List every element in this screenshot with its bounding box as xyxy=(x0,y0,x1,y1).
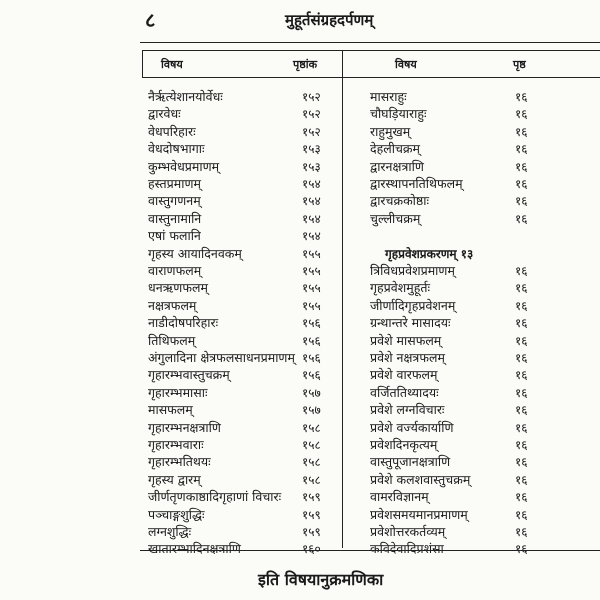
index-entry-page: १६ xyxy=(515,490,528,505)
index-entry-page: १५९ xyxy=(302,490,321,505)
index-entry-title: वेधदोषभागाः xyxy=(148,141,205,157)
index-entry-title: नक्षत्रफलम् xyxy=(148,297,197,313)
index-entry-title: प्रवेशे वारफलम् xyxy=(370,367,438,383)
index-entry-page: १५५ xyxy=(302,281,321,296)
index-entry-title: ग्रन्थान्तरे मासादयः xyxy=(370,315,451,331)
index-entry-title: वास्तुगणनम् xyxy=(148,193,201,209)
index-entry-page: १५३ xyxy=(302,159,321,174)
index-entry-page: १५७ xyxy=(302,385,321,400)
index-entry-page: १५९ xyxy=(302,507,321,522)
index-entry-title: वामरविज्ञानम् xyxy=(370,489,429,505)
bottom-rule xyxy=(140,550,600,551)
index-entry-page: १६ xyxy=(515,385,528,400)
index-entry-title: चुल्लीचक्रम् xyxy=(370,210,421,226)
index-entry-page: १५५ xyxy=(302,264,321,278)
index-entry-title: मासफलम् xyxy=(148,402,193,418)
column-page-label-right: पृष्ठ xyxy=(513,58,526,71)
index-entry-title: गृहारम्भतिथयः xyxy=(148,454,211,470)
column-divider xyxy=(342,76,343,548)
index-entry-title: वास्तुनामानि xyxy=(148,210,202,226)
section-heading: गृहप्रवेशप्रकरणम् १३ xyxy=(385,246,474,261)
index-entry-title: गृहारम्भनक्षत्राणि xyxy=(148,419,221,435)
index-entry-page: १५८ xyxy=(302,438,321,452)
index-entry-title: एषां फलानि xyxy=(148,228,201,244)
column-header-left xyxy=(142,50,343,78)
column-page-label: पृष्ठांक xyxy=(293,58,318,71)
index-entry-page: १५६ xyxy=(302,316,321,331)
index-entry-title: प्रवेशसमयमानप्रमाणम् xyxy=(370,506,468,522)
column-subject-label: विषय xyxy=(161,58,183,71)
index-entry-title: गृहस्य द्वारम् xyxy=(148,471,201,487)
index-entry-page: १६ xyxy=(515,90,528,104)
index-entry-title: चौघड़ियाराहुः xyxy=(370,106,427,122)
index-entry-page: १५६ xyxy=(302,368,321,383)
index-entry-title: मासराहुः xyxy=(370,89,407,104)
index-entry-page: १६ xyxy=(515,507,528,522)
index-entry-page: १६ xyxy=(515,542,528,557)
index-entry-page: १६ xyxy=(515,159,528,174)
index-entry-page: १६ xyxy=(515,316,528,331)
index-entry-title: कुम्भवेधप्रमाणम् xyxy=(148,158,220,174)
index-entry-title: नैर्ऋत्येशानयोर्वेधः xyxy=(148,89,223,104)
index-entry-page: १६० xyxy=(302,542,321,557)
index-entry-title: तिथिफलम् xyxy=(148,332,196,348)
index-entry-title: वास्तुपूजानक्षत्राणि xyxy=(370,454,451,470)
index-entry-title: जीर्णादिगृहप्रवेशनम् xyxy=(370,297,456,313)
running-head: मुहूर्तसंग्रहदर्पणम् xyxy=(285,11,374,29)
index-entry-page: १५४ xyxy=(302,211,321,226)
index-entry-page: १६ xyxy=(515,455,528,470)
index-entry-page: १६ xyxy=(515,211,528,226)
index-entry-page: १५४ xyxy=(302,194,321,209)
index-entry-title: कविदेवादिप्रशंसा xyxy=(370,541,444,557)
index-entry-title: द्वारस्थापनतिथिफलम् xyxy=(370,176,463,191)
index-entry-page: १५३ xyxy=(302,142,321,157)
index-entry-title: खातारम्भादिनक्षत्राणि xyxy=(148,541,241,557)
index-entry-page: १५६ xyxy=(302,333,321,348)
column-header-right xyxy=(342,50,600,78)
column-subject-label-right: विषय xyxy=(395,58,417,71)
index-entry-page: १६ xyxy=(515,438,528,452)
index-entry-page: १६ xyxy=(515,525,528,539)
index-entry-page: १६ xyxy=(515,333,528,348)
index-entry-title: राहुमुखम् xyxy=(370,123,411,139)
index-entry-page: १५४ xyxy=(302,177,321,191)
index-entry-title: प्रवेशदिनकृत्यम् xyxy=(370,437,438,452)
index-entry-title: प्रवेशे कलशवास्तुचक्रम् xyxy=(370,471,471,487)
index-entry-title: गृहारम्भवास्तुचक्रम् xyxy=(148,367,230,383)
index-entry-title: लग्नशुद्धिः xyxy=(148,524,192,539)
index-entry-title: त्रिविधप्रवेशप्रमाणम् xyxy=(370,263,455,278)
index-entry-title: प्रवेशोत्तरकर्तव्यम् xyxy=(370,524,446,539)
index-entry-page: १६ xyxy=(515,107,528,122)
index-entry-page: १६ xyxy=(515,194,528,209)
index-entry-page: १५२ xyxy=(302,124,321,139)
index-entry-title: वर्जिततिथ्यादयः xyxy=(370,384,439,400)
index-entry-page: १६ xyxy=(515,281,528,296)
index-entry-title: वाराणफलम् xyxy=(148,263,202,278)
index-entry-page: १६ xyxy=(515,351,528,365)
index-entry-page: १६ xyxy=(515,264,528,278)
index-entry-page: १५७ xyxy=(302,403,321,418)
index-entry-title: गृहारम्भवाराः xyxy=(148,437,204,452)
index-entry-title: प्रवेशे नक्षत्रफलम् xyxy=(370,350,445,365)
index-entry-title: अंगुलादिना क्षेत्रफलसाधनप्रमाणम् xyxy=(148,350,295,365)
index-entry-page: १५८ xyxy=(302,420,321,435)
index-entry-title: पञ्चाङ्गशुद्धिः xyxy=(148,506,205,522)
index-entry-title: प्रवेशे लग्नविचारः xyxy=(370,402,445,418)
index-entry-page: १५९ xyxy=(302,525,321,539)
index-entry-page: १५५ xyxy=(302,298,321,313)
index-entry-page: १६ xyxy=(515,142,528,157)
index-entry-title: प्रवेशे मासफलम् xyxy=(370,332,442,348)
index-entry-title: गृहारम्भमासाः xyxy=(148,384,208,400)
index-entry-title: गृहप्रवेशमुहूर्तः xyxy=(370,280,431,296)
index-entry-page: १६ xyxy=(515,298,528,313)
index-entry-title: वेधपरिहारः xyxy=(148,123,196,139)
index-entry-title: द्वारचक्रकोष्ठाः xyxy=(370,193,430,209)
index-entry-title: गृहस्य आयादिनवकम् xyxy=(148,245,242,261)
index-entry-page: १६ xyxy=(515,420,528,435)
index-entry-title: जीर्णतृणकाष्ठादिगृहाणां विचारः xyxy=(148,489,282,505)
index-entry-page: १५८ xyxy=(302,472,321,487)
header-rule xyxy=(140,42,600,43)
index-entry-page: १६ xyxy=(515,403,528,418)
index-entry-page: १६ xyxy=(515,124,528,139)
index-entry-page: १६ xyxy=(515,472,528,487)
index-entry-title: द्वारवेधः xyxy=(148,106,181,122)
index-entry-title: नाडीदोषपरिहारः xyxy=(148,315,219,331)
page-number: ८ xyxy=(145,8,156,32)
index-entry-page: १५८ xyxy=(302,455,321,470)
index-entry-title: देहलीचक्रम् xyxy=(370,141,421,157)
index-entry-page: १५२ xyxy=(302,107,321,122)
index-entry-title: द्वारनक्षत्राणि xyxy=(370,158,424,174)
index-entry-page: १५५ xyxy=(302,246,321,261)
colophon: इति विषयानुक्रमणिका xyxy=(258,570,384,589)
index-entry-page: १५६ xyxy=(302,351,321,365)
index-entry-page: १६ xyxy=(515,368,528,383)
index-entry-page: १६ xyxy=(515,177,528,191)
index-entry-page: १५४ xyxy=(302,229,321,244)
index-entry-title: प्रवेशे वर्ज्यकार्याणि xyxy=(370,419,454,435)
index-entry-title: हस्तप्रमाणम् xyxy=(148,176,201,191)
index-entry-page: १५२ xyxy=(302,90,321,104)
index-entry-title: धनऋणफलम् xyxy=(148,280,208,296)
